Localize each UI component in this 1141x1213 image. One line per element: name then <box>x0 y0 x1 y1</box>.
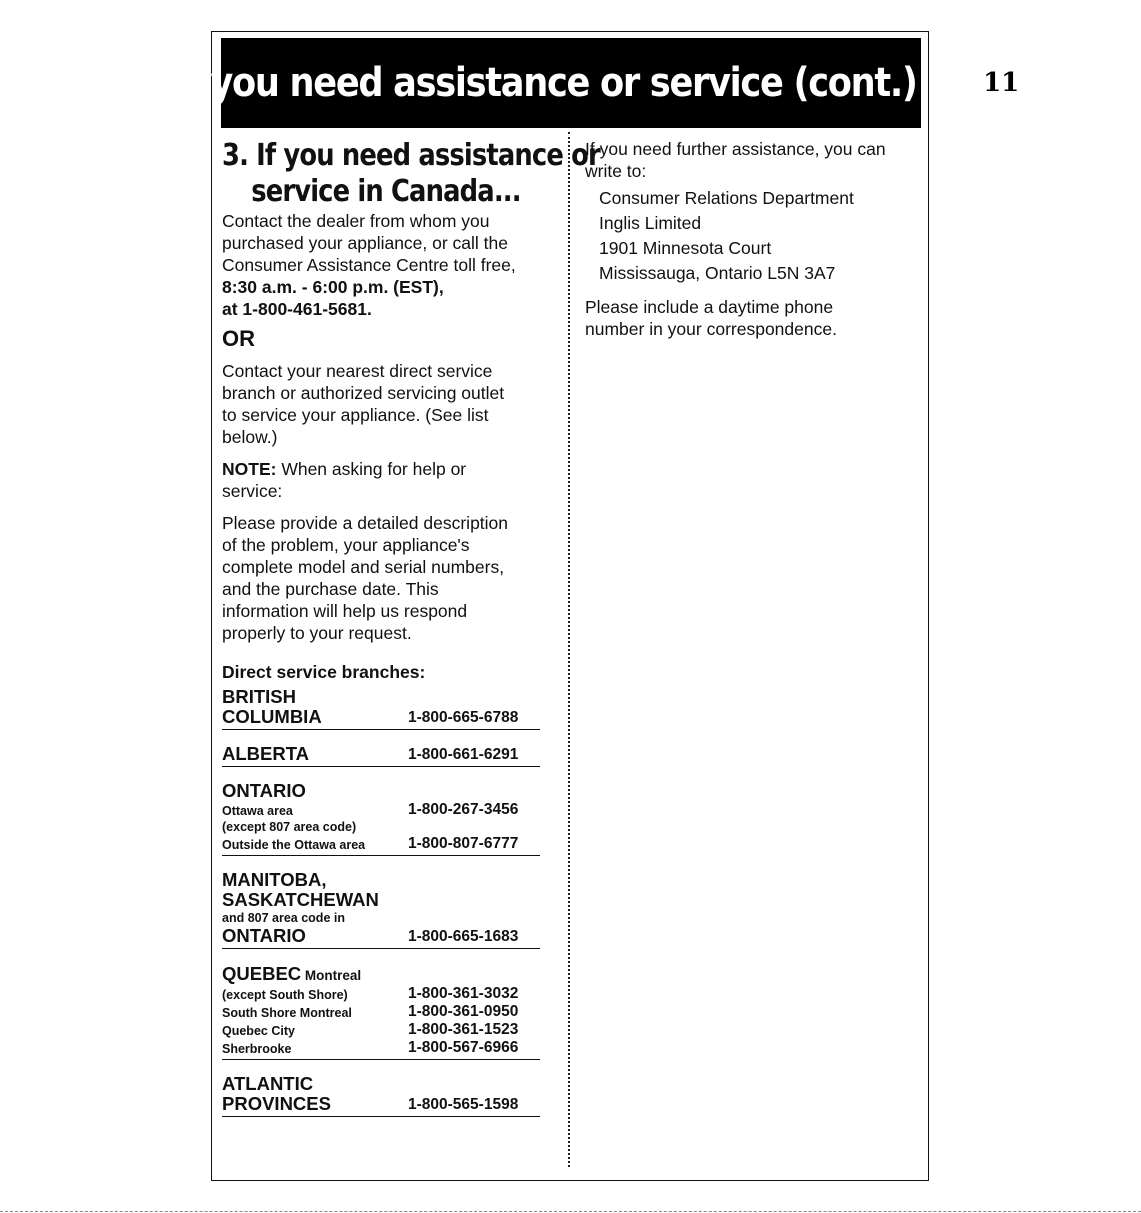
branch-atlantic <box>222 1074 540 1117</box>
area-label: (except South Shore) <box>222 988 348 1002</box>
closing-line-1: Please include a daytime phone <box>585 297 834 317</box>
area-label: Quebec City <box>222 1024 295 1038</box>
branch-row <box>222 835 540 853</box>
right-column <box>585 138 915 340</box>
area-label: (except 807 area code) <box>222 820 357 834</box>
branch-row <box>222 985 540 1003</box>
address-line-2: Inglis Limited <box>599 213 702 233</box>
provide-line-2: of the problem, your appliance's <box>222 535 470 555</box>
branch-row <box>222 1003 540 1021</box>
closing-line-2: number in your correspondence. <box>585 319 837 339</box>
branch-alberta <box>222 744 540 767</box>
region-name: MANITOBA, <box>222 869 327 890</box>
provide-line-1: Please provide a detailed description <box>222 513 509 533</box>
branch-row <box>222 1094 540 1114</box>
branch-manitoba-saskatchewan <box>222 870 540 949</box>
area-label: Ottawa area <box>222 804 293 818</box>
region-name: ALBERTA <box>222 743 310 764</box>
provide-line-3: complete model and serial numbers, <box>222 557 505 577</box>
phone-number: 1-800-361-0950 <box>408 1003 519 1020</box>
address-line-3: 1901 Minnesota Court <box>599 238 772 258</box>
or-separator: OR <box>222 326 255 351</box>
mailing-address <box>585 186 915 286</box>
branch-line-2: branch or authorized servicing outlet <box>222 383 505 403</box>
banner-title: If you need assistance or service (cont.) <box>173 60 917 106</box>
area-label: Montreal <box>301 968 362 983</box>
note-text: When asking for help or <box>276 459 467 479</box>
phone-number: 1-800-267-3456 <box>408 801 519 818</box>
phone-number: 1-800-665-6788 <box>408 709 519 726</box>
branch-row <box>222 801 540 819</box>
phone-number: 1-800-661-6291 <box>408 746 519 763</box>
region-name: ONTARIO <box>222 780 306 801</box>
write-intro-1: If you need further assistance, you can <box>585 139 886 159</box>
region-name: BRITISH <box>222 686 296 707</box>
branch-row <box>222 1021 540 1039</box>
phone-number: 1-800-361-1523 <box>408 1021 519 1038</box>
toll-free-phone: at 1-800-461-5681. <box>222 299 372 319</box>
phone-number: 1-800-361-3032 <box>408 985 519 1002</box>
branches-heading: Direct service branches: <box>222 662 426 682</box>
branch-row <box>222 744 540 764</box>
provide-line-6: properly to your request. <box>222 623 412 643</box>
region-name: PROVINCES <box>222 1093 331 1114</box>
note-text-2: service: <box>222 481 283 501</box>
phone-number: 1-800-665-1683 <box>408 928 519 945</box>
region-name <box>222 963 540 985</box>
phone-number: 1-800-567-6966 <box>408 1039 519 1056</box>
branch-row <box>222 707 540 727</box>
hours-text: 8:30 a.m. - 6:00 p.m. (EST), <box>222 277 444 297</box>
region-name: COLUMBIA <box>222 706 322 727</box>
provide-line-5: information will help us respond <box>222 601 468 621</box>
write-intro-2: write to: <box>585 161 647 181</box>
area-label: Outside the Ottawa area <box>222 838 366 852</box>
section-heading-line2: service in Canada... <box>251 174 521 209</box>
branch-row <box>222 1039 540 1057</box>
branch-british-columbia <box>222 687 540 730</box>
intro-line-3: Consumer Assistance Centre toll free, <box>222 255 516 275</box>
area-label: South Shore Montreal <box>222 1006 352 1020</box>
note-paragraph <box>222 458 542 480</box>
branch-row <box>222 926 540 946</box>
region-name: QUEBEC <box>222 963 302 984</box>
page-number-badge: 11 <box>983 56 1019 110</box>
branch-line-3: to service your appliance. (See list <box>222 405 489 425</box>
branch-ontario <box>222 781 540 856</box>
header-banner <box>173 38 1020 128</box>
branch-line-1: Contact your nearest direct service <box>222 361 493 381</box>
region-name: SASKATCHEWAN <box>222 889 379 910</box>
intro-line-2: purchased your appliance, or call the <box>222 233 509 253</box>
area-label: Sherbrooke <box>222 1042 292 1056</box>
region-name: ATLANTIC <box>222 1073 314 1094</box>
column-divider <box>568 132 570 1167</box>
left-column <box>222 138 600 1131</box>
bottom-rule <box>0 1211 1141 1212</box>
provide-line-4: and the purchase date. This <box>222 579 439 599</box>
note-label: NOTE: <box>222 459 277 479</box>
address-line-1: Consumer Relations Department <box>599 188 854 208</box>
address-line-4: Mississauga, Ontario L5N 3A7 <box>599 263 836 283</box>
region-name: ONTARIO <box>222 925 306 946</box>
branch-quebec <box>222 963 540 1060</box>
branch-line-4: below.) <box>222 427 278 447</box>
section-heading-line1: 3. If you need assistance or <box>222 138 600 173</box>
area-label: and 807 area code in <box>222 911 345 925</box>
intro-line-1: Contact the dealer from whom you <box>222 211 490 231</box>
phone-number: 1-800-565-1598 <box>408 1096 519 1113</box>
phone-number: 1-800-807-6777 <box>408 835 519 852</box>
